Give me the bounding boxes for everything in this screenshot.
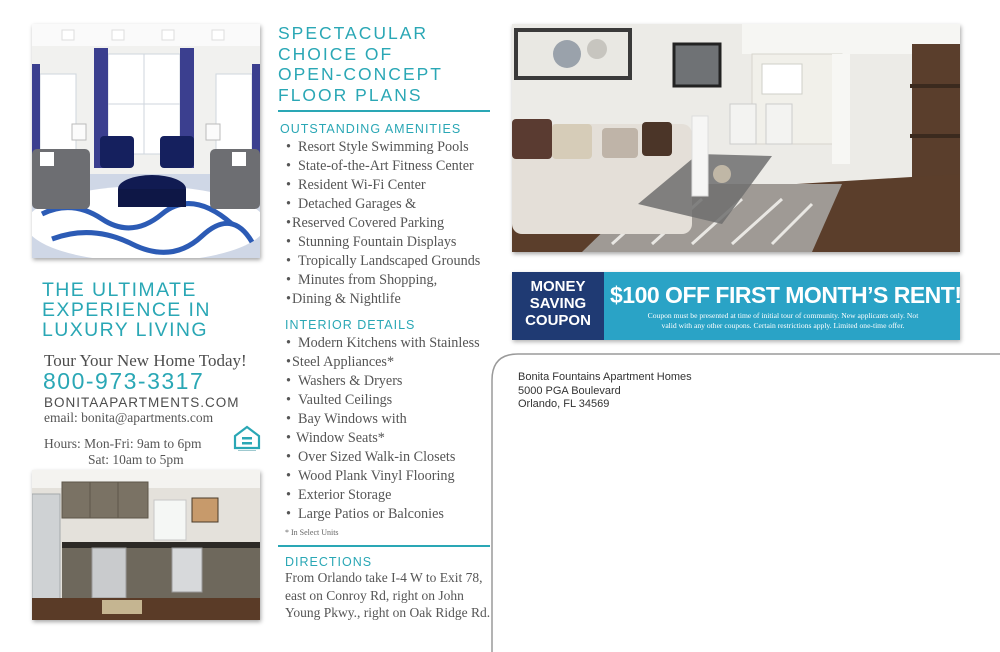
living-room-photo: [32, 24, 260, 258]
tour-text: Tour Your New Home Today!: [44, 351, 247, 370]
return-address: [518, 371, 692, 412]
phone-number[interactable]: 800-973-3317: [43, 368, 205, 394]
directions-text: [285, 569, 490, 622]
list-item: • Resident Wi-Fi Center: [284, 176, 494, 195]
headline-line-4: FLOOR PLANS: [278, 84, 423, 105]
address-name: Bonita Fountains Apartment Homes: [518, 371, 692, 383]
list-item-continuation: • Steel Appliances*: [284, 353, 499, 372]
tagline-line-1: THE ULTIMATE: [42, 279, 197, 301]
coupon-offer: $100 OFF FIRST MONTH’S RENT!: [610, 282, 962, 308]
directions-line-2: east on Conroy Rd, right on John: [285, 587, 464, 603]
coupon-label: [512, 272, 604, 340]
interior-title: INTERIOR DETAILS: [285, 318, 416, 332]
directions-title: DIRECTIONS: [285, 555, 373, 569]
living-room-illustration: [32, 24, 260, 258]
open-plan-living-room-photo: [512, 24, 960, 252]
tagline-line-3: LUXURY LIVING: [42, 319, 208, 341]
headline: [278, 23, 443, 105]
directions-line-1: From Orlando take I-4 W to Exit 78,: [285, 570, 483, 585]
coupon-fine-print-line-1: Coupon must be presented at time of initial tour of community. New applicants only. Not: [647, 311, 919, 320]
hours-weekday: Hours: Mon-Fri: 9am to 6pm: [44, 436, 202, 451]
interior-list: [284, 334, 499, 524]
coupon-fine-print-line-2: valid with any other coupons. Certain restrictions apply. Limited one-time offer.: [661, 321, 905, 330]
list-item: • Vaulted Ceilings: [284, 391, 499, 410]
headline-line-1: SPECTACULAR: [278, 23, 429, 43]
list-item: • Washers & Dryers: [284, 372, 499, 391]
headline-line-2: CHOICE OF: [278, 43, 394, 64]
coupon-fine-print: [610, 311, 956, 331]
coupon-label-line-2: SAVING: [529, 295, 587, 312]
coupon: [512, 272, 960, 340]
coupon-label-line-1: MONEY: [530, 278, 586, 295]
list-item: • Exterior Storage: [284, 486, 499, 505]
kitchen-photo: [32, 470, 260, 620]
list-item: • Bay Windows with: [284, 410, 499, 429]
interior-footnote: * In Select Units: [285, 528, 339, 537]
address-city: Orlando, FL 34569: [518, 398, 610, 410]
equal-housing-opportunity-icon: [232, 423, 262, 453]
tagline-line-2: EXPERIENCE IN: [42, 299, 211, 321]
website-link[interactable]: BONITAAPARTMENTS.COM: [44, 395, 240, 410]
list-item-continuation: • Window Seats*: [284, 429, 499, 448]
list-item-continuation: • Dining & Nightlife: [284, 290, 494, 309]
list-item: • Detached Garages &: [284, 195, 494, 214]
list-item-continuation: • Reserved Covered Parking: [284, 214, 494, 233]
email-text[interactable]: email: bonita@apartments.com: [44, 410, 214, 425]
address-street: 5000 PGA Boulevard: [518, 384, 621, 397]
open-plan-illustration: [512, 24, 960, 252]
kitchen-illustration: [32, 470, 260, 620]
list-item: • Over Sized Walk-in Closets: [284, 448, 499, 467]
headline-divider: [278, 110, 490, 112]
hours-saturday: Sat: 10am to 5pm: [88, 452, 184, 467]
list-item: • Minutes from Shopping,: [284, 271, 494, 290]
list-item: • Large Patios or Balconies: [284, 505, 499, 524]
list-item: • Stunning Fountain Displays: [284, 233, 494, 252]
list-item: • State-of-the-Art Fitness Center: [284, 157, 494, 176]
list-item: • Wood Plank Vinyl Flooring: [284, 467, 499, 486]
tagline: [42, 280, 272, 340]
amenities-list: [284, 138, 494, 309]
list-item: • Resort Style Swimming Pools: [284, 138, 494, 157]
directions-line-3: Young Pkwy., right on Oak Ridge Rd.: [285, 605, 491, 620]
coupon-label-line-3: COUPON: [525, 312, 591, 329]
list-item: • Modern Kitchens with Stainless: [284, 334, 499, 353]
directions-divider: [278, 545, 490, 547]
headline-line-3: OPEN-CONCEPT: [278, 64, 443, 84]
amenities-title: OUTSTANDING AMENITIES: [280, 122, 462, 136]
list-item: • Tropically Landscaped Grounds: [284, 252, 494, 271]
